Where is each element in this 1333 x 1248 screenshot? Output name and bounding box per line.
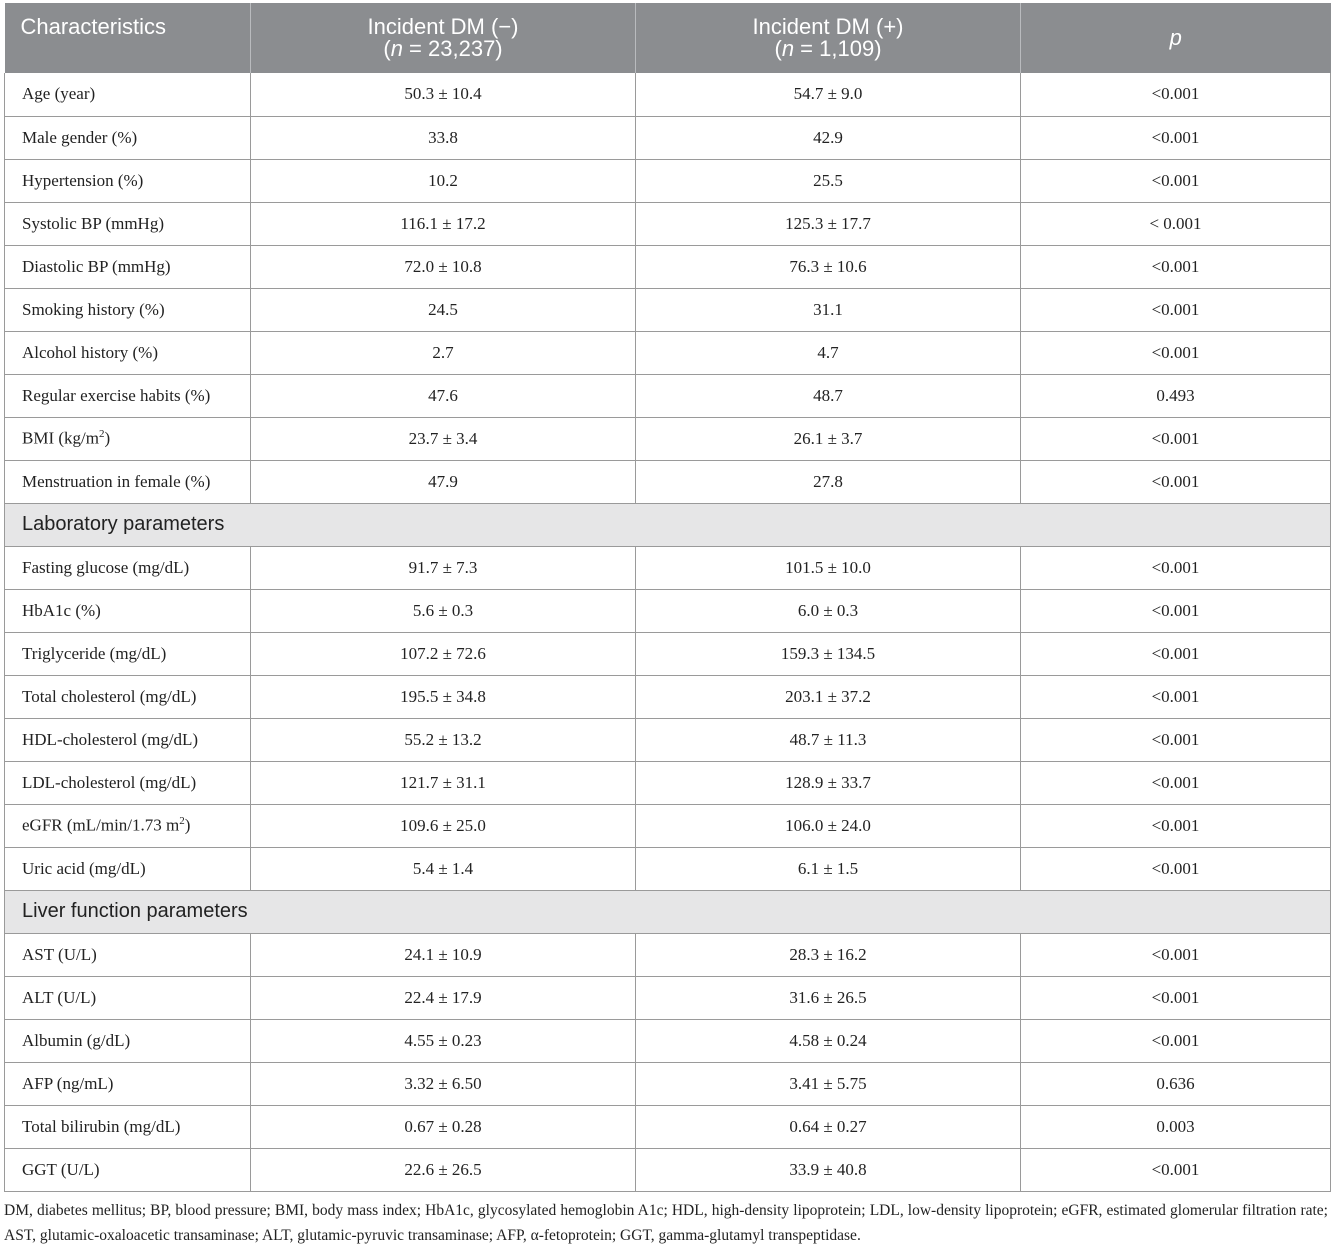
section-heading: Laboratory parameters xyxy=(5,503,1331,546)
value-dm-negative: 55.2 ± 13.2 xyxy=(251,718,636,761)
value-dm-negative: 24.5 xyxy=(251,288,636,331)
table-row xyxy=(5,675,1331,718)
value-dm-positive: 25.5 xyxy=(636,159,1021,202)
table-container xyxy=(4,3,1330,1192)
value-p: <0.001 xyxy=(1021,1019,1331,1062)
row-label: Diastolic BP (mmHg) xyxy=(5,245,251,288)
row-label: AST (U/L) xyxy=(5,933,251,976)
table-row xyxy=(5,331,1331,374)
row-label: Male gender (%) xyxy=(5,116,251,159)
value-dm-positive: 3.41 ± 5.75 xyxy=(636,1062,1021,1105)
table-row xyxy=(5,847,1331,890)
value-p: <0.001 xyxy=(1021,632,1331,675)
row-label: AFP (ng/mL) xyxy=(5,1062,251,1105)
table-row xyxy=(5,374,1331,417)
row-label: eGFR (mL/min/1.73 $m^2$) xyxy=(5,804,251,847)
table-row xyxy=(5,589,1331,632)
value-dm-negative: 23.7 ± 3.4 xyxy=(251,417,636,460)
section-liver-function-parameters xyxy=(5,890,1331,933)
value-dm-negative: 2.7 xyxy=(251,331,636,374)
value-dm-positive: 106.0 ± 24.0 xyxy=(636,804,1021,847)
value-dm-positive: 33.9 ± 40.8 xyxy=(636,1148,1021,1191)
row-label: BMI $(kg/m^2)$ xyxy=(5,417,251,460)
value-dm-negative: 107.2 ± 72.6 xyxy=(251,632,636,675)
row-label: Total bilirubin (mg/dL) xyxy=(5,1105,251,1148)
value-p: <0.001 xyxy=(1021,460,1331,503)
value-dm-positive: 159.3 ± 134.5 xyxy=(636,632,1021,675)
value-p: <0.001 xyxy=(1021,847,1331,890)
value-dm-negative: 3.32 ± 6.50 xyxy=(251,1062,636,1105)
row-label: HbA1c (%) xyxy=(5,589,251,632)
value-p: <0.001 xyxy=(1021,718,1331,761)
characteristics-table xyxy=(4,3,1331,1192)
value-p: <0.001 xyxy=(1021,73,1331,116)
header-dm-positive xyxy=(636,3,1021,73)
header-dm-positive-title: Incident DM (+) xyxy=(752,14,904,39)
row-label: Regular exercise habits (%) xyxy=(5,374,251,417)
value-p: < 0.001 xyxy=(1021,202,1331,245)
value-p: <0.001 xyxy=(1021,288,1331,331)
value-dm-negative: 195.5 ± 34.8 xyxy=(251,675,636,718)
header-characteristics: Characteristics xyxy=(5,3,251,73)
row-label: Fasting glucose (mg/dL) xyxy=(5,546,251,589)
table-row xyxy=(5,632,1331,675)
header-dm-negative-n: (n = 23,237) xyxy=(383,36,503,61)
value-dm-positive: 4.7 xyxy=(636,331,1021,374)
table-row xyxy=(5,116,1331,159)
table-row xyxy=(5,288,1331,331)
value-dm-negative: 24.1 ± 10.9 xyxy=(251,933,636,976)
value-dm-positive: 6.0 ± 0.3 xyxy=(636,589,1021,632)
value-dm-negative: 109.6 ± 25.0 xyxy=(251,804,636,847)
value-dm-positive: 6.1 ± 1.5 xyxy=(636,847,1021,890)
value-p: <0.001 xyxy=(1021,417,1331,460)
value-dm-positive: 28.3 ± 16.2 xyxy=(636,933,1021,976)
value-dm-positive: 31.6 ± 26.5 xyxy=(636,976,1021,1019)
table-row xyxy=(5,718,1331,761)
value-dm-negative: 22.6 ± 26.5 xyxy=(251,1148,636,1191)
row-label: Systolic BP (mmHg) xyxy=(5,202,251,245)
row-label: HDL-cholesterol (mg/dL) xyxy=(5,718,251,761)
table-row xyxy=(5,1105,1331,1148)
header-row xyxy=(5,3,1331,73)
value-dm-negative: 5.4 ± 1.4 xyxy=(251,847,636,890)
table-row xyxy=(5,245,1331,288)
section-laboratory-parameters xyxy=(5,503,1331,546)
row-label: Total cholesterol (mg/dL) xyxy=(5,675,251,718)
value-p: <0.001 xyxy=(1021,245,1331,288)
value-dm-positive: 0.64 ± 0.27 xyxy=(636,1105,1021,1148)
value-dm-negative: 116.1 ± 17.2 xyxy=(251,202,636,245)
table-row xyxy=(5,976,1331,1019)
header-dm-negative-title: Incident DM (−) xyxy=(367,14,519,39)
row-label: Smoking history (%) xyxy=(5,288,251,331)
value-p: <0.001 xyxy=(1021,976,1331,1019)
value-dm-negative: 22.4 ± 17.9 xyxy=(251,976,636,1019)
value-dm-positive: 48.7 xyxy=(636,374,1021,417)
table-row xyxy=(5,1062,1331,1105)
value-dm-positive: 101.5 ± 10.0 xyxy=(636,546,1021,589)
value-dm-positive: 128.9 ± 33.7 xyxy=(636,761,1021,804)
row-label: Age (year) xyxy=(5,73,251,116)
value-dm-negative: 47.9 xyxy=(251,460,636,503)
row-label: Uric acid (mg/dL) xyxy=(5,847,251,890)
section-heading: Liver function parameters xyxy=(5,890,1331,933)
table-row xyxy=(5,159,1331,202)
table-row xyxy=(5,1019,1331,1062)
value-p: 0.636 xyxy=(1021,1062,1331,1105)
value-dm-negative: 121.7 ± 31.1 xyxy=(251,761,636,804)
value-dm-positive: 31.1 xyxy=(636,288,1021,331)
value-dm-negative: 47.6 xyxy=(251,374,636,417)
value-dm-positive: 125.3 ± 17.7 xyxy=(636,202,1021,245)
row-label: Menstruation in female (%) xyxy=(5,460,251,503)
value-p: <0.001 xyxy=(1021,761,1331,804)
table-body xyxy=(5,73,1331,1191)
value-dm-positive: 203.1 ± 37.2 xyxy=(636,675,1021,718)
table-row xyxy=(5,546,1331,589)
value-p: 0.003 xyxy=(1021,1105,1331,1148)
value-dm-positive: 48.7 ± 11.3 xyxy=(636,718,1021,761)
table-footnote: DM, diabetes mellitus; BP, blood pressure; BMI, body mass index; HbA1c, glycosylated hemoglobin A1c; HDL, high-density lipoprotein; LDL, low-density lipoprotein; eGFR, estimated glomerular filtration rate; AST, glutamic-oxaloacetic transaminase; ALT, glutamic-pyruvic transaminase; AFP, α-fetoprotein; GGT, gamma-glutamyl transpeptidase. xyxy=(4,1202,1328,1244)
value-p: <0.001 xyxy=(1021,804,1331,847)
table-row xyxy=(5,460,1331,503)
value-p: <0.001 xyxy=(1021,546,1331,589)
row-label: LDL-cholesterol (mg/dL) xyxy=(5,761,251,804)
row-label: Triglyceride (mg/dL) xyxy=(5,632,251,675)
header-dm-negative xyxy=(251,3,636,73)
value-p: <0.001 xyxy=(1021,331,1331,374)
row-label: GGT (U/L) xyxy=(5,1148,251,1191)
value-dm-positive: 27.8 xyxy=(636,460,1021,503)
table-row xyxy=(5,761,1331,804)
value-dm-positive: 26.1 ± 3.7 xyxy=(636,417,1021,460)
value-dm-negative: 50.3 ± 10.4 xyxy=(251,73,636,116)
value-dm-positive: 54.7 ± 9.0 xyxy=(636,73,1021,116)
value-p: <0.001 xyxy=(1021,933,1331,976)
table-row xyxy=(5,417,1331,460)
value-p: <0.001 xyxy=(1021,116,1331,159)
value-dm-negative: 0.67 ± 0.28 xyxy=(251,1105,636,1148)
row-label: Albumin (g/dL) xyxy=(5,1019,251,1062)
table-row xyxy=(5,1148,1331,1191)
table-row xyxy=(5,202,1331,245)
table-row xyxy=(5,804,1331,847)
value-p: <0.001 xyxy=(1021,675,1331,718)
value-p: <0.001 xyxy=(1021,159,1331,202)
value-dm-negative: 72.0 ± 10.8 xyxy=(251,245,636,288)
row-label: Hypertension (%) xyxy=(5,159,251,202)
value-p: <0.001 xyxy=(1021,1148,1331,1191)
table-row xyxy=(5,933,1331,976)
value-p: <0.001 xyxy=(1021,589,1331,632)
header-dm-positive-n: (n = 1,109) xyxy=(774,36,882,61)
header-p-value: p xyxy=(1021,3,1331,73)
value-dm-negative: 33.8 xyxy=(251,116,636,159)
value-dm-positive: 42.9 xyxy=(636,116,1021,159)
value-dm-negative: 91.7 ± 7.3 xyxy=(251,546,636,589)
row-label: ALT (U/L) xyxy=(5,976,251,1019)
value-dm-negative: 4.55 ± 0.23 xyxy=(251,1019,636,1062)
row-label: Alcohol history (%) xyxy=(5,331,251,374)
table-row xyxy=(5,73,1331,116)
value-dm-negative: 5.6 ± 0.3 xyxy=(251,589,636,632)
value-dm-positive: 76.3 ± 10.6 xyxy=(636,245,1021,288)
value-dm-negative: 10.2 xyxy=(251,159,636,202)
value-dm-positive: 4.58 ± 0.24 xyxy=(636,1019,1021,1062)
value-p: 0.493 xyxy=(1021,374,1331,417)
